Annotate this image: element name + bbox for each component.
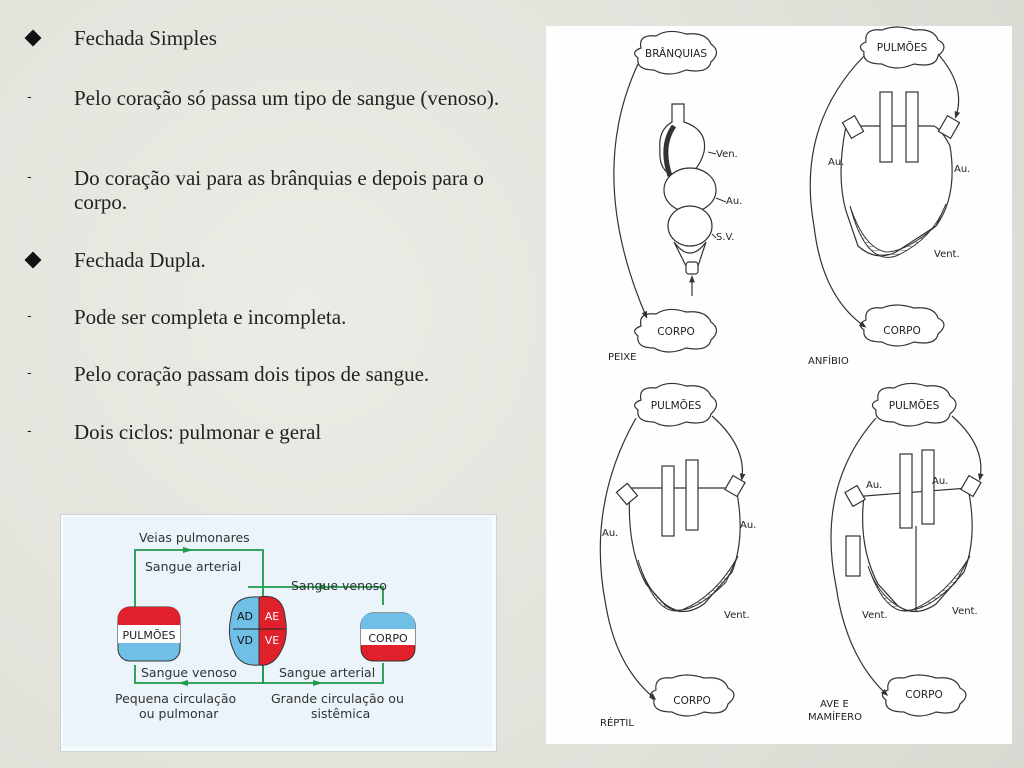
peixe-top-label: BRÂNQUIAS bbox=[644, 48, 708, 60]
ave-vent-left-label: Vent. bbox=[862, 610, 888, 621]
dash-marker: - bbox=[27, 90, 32, 105]
arrow-icon bbox=[183, 547, 193, 553]
reptil-bottom-label: CORPO bbox=[673, 695, 711, 707]
bullet-text: Fechada Simples bbox=[74, 26, 217, 50]
pequena-circulacao-label: Pequena circulação bbox=[115, 691, 237, 706]
bullet-text: Pelo coração passam dois tipos de sangue. bbox=[74, 362, 430, 386]
ave-top-label: PULMÕES bbox=[888, 400, 940, 412]
dash-marker: - bbox=[27, 424, 32, 439]
reptil-vent-label: Vent. bbox=[724, 610, 750, 621]
ave-au-right-label: Au. bbox=[932, 476, 949, 487]
reptil-name-label: RÉPTIL bbox=[600, 718, 634, 729]
anfibio-bottom-label: CORPO bbox=[883, 325, 921, 337]
bullet-text: Fechada Dupla. bbox=[74, 248, 206, 272]
bullet-fechada-simples bbox=[20, 26, 217, 50]
bullet-text: Do coração vai para as brânquias e depois para o corpo. bbox=[74, 166, 484, 214]
diamond-bullet-icon bbox=[25, 30, 42, 47]
circulation-diagram-panel bbox=[60, 514, 497, 752]
ave-name-line2: MAMÍFERO bbox=[808, 712, 862, 723]
reptile-diagram bbox=[600, 383, 756, 729]
peixe-sv-label: S.V. bbox=[716, 232, 735, 243]
anfibio-name-label: ANFÍBIO bbox=[808, 356, 849, 367]
sangue-arterial-top-label: Sangue arterial bbox=[145, 559, 242, 574]
bird-mammal-diagram bbox=[808, 383, 981, 723]
anfibio-vent-label: Vent. bbox=[934, 249, 960, 260]
ave-au-left-label: Au. bbox=[866, 480, 883, 491]
anfibio-top-label: PULMÕES bbox=[876, 42, 928, 54]
ave-bottom-label: CORPO bbox=[905, 689, 943, 701]
anfibio-au-right-label: Au. bbox=[954, 164, 971, 175]
bullet-text: Dois ciclos: pulmonar e geral bbox=[74, 420, 322, 444]
bullet-text: Pode ser completa e incompleta. bbox=[74, 305, 347, 329]
heart-comparison-figure bbox=[546, 26, 1012, 744]
anfibio-au-left-label: Au. bbox=[828, 157, 845, 168]
circulation-diagram bbox=[63, 517, 492, 747]
reptil-top-label: PULMÕES bbox=[650, 400, 702, 412]
sangue-venoso-bottom-label: Sangue venoso bbox=[141, 665, 237, 680]
veias-pulmonares-label: Veias pulmonares bbox=[139, 530, 250, 545]
reptil-au-right-label: Au. bbox=[740, 520, 757, 531]
ve-label: VE bbox=[264, 634, 280, 647]
bullet-um-tipo-sangue bbox=[20, 86, 499, 110]
peixe-bottom-label: CORPO bbox=[657, 326, 695, 338]
peixe-ven-label: Ven. bbox=[716, 149, 738, 160]
dash-marker: - bbox=[27, 170, 32, 185]
sangue-venoso-right-label: Sangue venoso bbox=[291, 578, 387, 593]
bullet-text: Pelo coração só passa um tipo de sangue (venoso). bbox=[74, 86, 500, 110]
dash-marker: - bbox=[27, 309, 32, 324]
sangue-arterial-bottom-label: Sangue arterial bbox=[279, 665, 376, 680]
diamond-bullet-icon bbox=[25, 252, 42, 269]
ou-pulmonar-label: ou pulmonar bbox=[139, 706, 219, 721]
corpo-box bbox=[361, 613, 415, 661]
fish-diagram bbox=[608, 31, 742, 363]
vd-label: VD bbox=[237, 634, 253, 647]
dash-marker: - bbox=[27, 366, 32, 381]
heart-comparison-svg bbox=[546, 26, 1012, 744]
bullet-fechada-dupla bbox=[20, 248, 206, 272]
corpo-label: CORPO bbox=[368, 632, 408, 645]
ad-label: AD bbox=[237, 610, 253, 623]
reptil-au-left-label: Au. bbox=[602, 528, 619, 539]
heart-icon bbox=[229, 596, 286, 665]
bullet-dois-tipos-sangue bbox=[20, 362, 429, 386]
ave-vent-right-label: Vent. bbox=[952, 606, 978, 617]
amphibian-diagram bbox=[808, 27, 970, 367]
arrow-icon bbox=[313, 680, 323, 686]
bullet-branquias-corpo bbox=[20, 166, 520, 214]
peixe-name-label: PEIXE bbox=[608, 352, 637, 363]
bullet-completa-incompleta bbox=[20, 305, 346, 329]
sistemica-label: sistêmica bbox=[311, 706, 371, 721]
ae-label: AE bbox=[264, 610, 280, 623]
grande-circulacao-label: Grande circulação ou bbox=[271, 691, 404, 706]
pulmoes-box bbox=[118, 607, 180, 661]
arrow-icon bbox=[178, 680, 188, 686]
ave-name-line1: AVE E bbox=[820, 699, 849, 710]
bullet-dois-ciclos bbox=[20, 420, 321, 444]
pulmoes-label: PULMÕES bbox=[122, 629, 176, 642]
peixe-au-label: Au. bbox=[726, 196, 743, 207]
